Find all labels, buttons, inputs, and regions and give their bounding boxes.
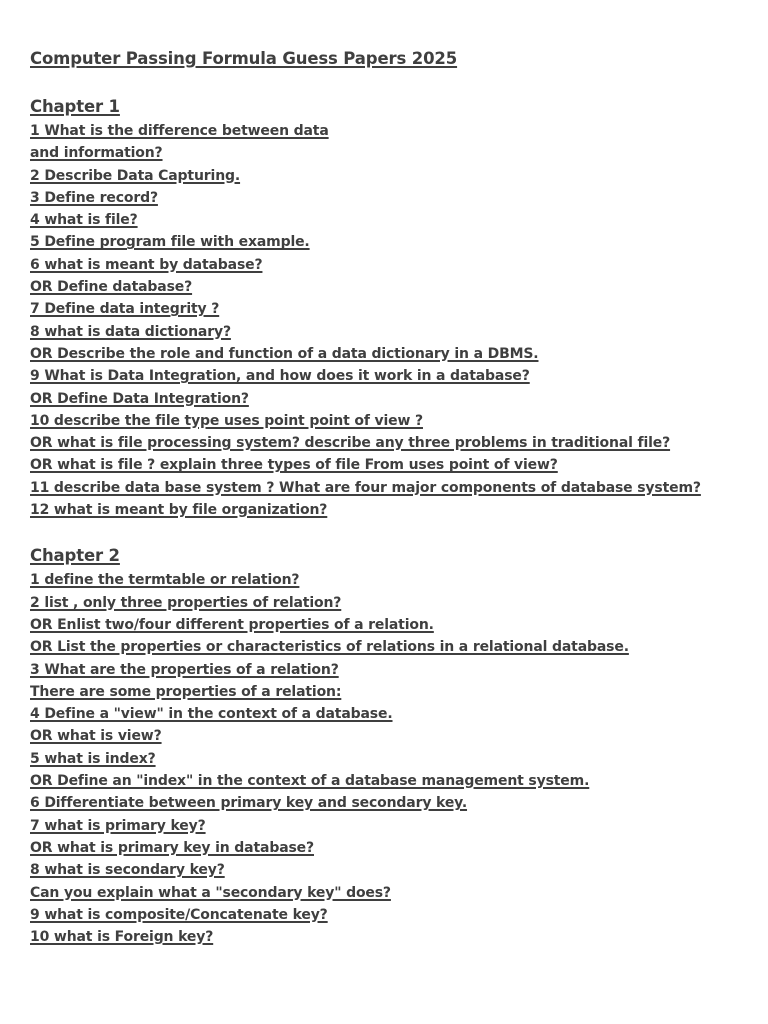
chapter-2-line: There are some properties of a relation: [30, 683, 342, 700]
chapter-2-line: OR List the properties or characteristics of relations in a relational database. [30, 639, 629, 656]
chapter-1-line: 1 What is the difference between data [30, 123, 329, 139]
chapter-2-line: 8 what is secondary key? [30, 862, 225, 879]
chapter-2-line: 10 what is Foreign key? [30, 929, 214, 946]
chapter-1-line: OR what is file processing system? describe any three problems in traditional file? [30, 435, 671, 452]
chapter-2-line: 5 what is index? [30, 750, 156, 767]
chapter-2-line: OR what is primary key in database? [30, 839, 314, 856]
chapter-1-line: 11 describe data base system ? What are four major components of database system? [30, 479, 701, 496]
chapter-1-line: 6 what is meant by database? [30, 256, 263, 273]
chapter-2-line: 6 Differentiate between primary key and secondary key. [30, 795, 468, 812]
chapter-1-line: OR what is file ? explain three types of file From uses point of view? [30, 457, 558, 474]
chapter-1-line: OR Define database? [30, 279, 193, 296]
chapter-1-line: OR Describe the role and function of a data dictionary in a DBMS. [30, 345, 539, 362]
chapter-2-line: 4 Define a "view" in the context of a database. [30, 706, 393, 723]
document-body [30, 48, 750, 948]
chapter-2-line: 1 define the termtable or relation? [30, 572, 300, 589]
chapter-spacer [30, 521, 750, 545]
chapter-2-section [30, 545, 750, 948]
chapter-2-line: 2 list , only three properties of relation? [30, 594, 342, 611]
chapter-1-line: 8 what is data dictionary? [30, 323, 231, 340]
chapter-1-line: 7 Define data integrity ? [30, 301, 220, 318]
chapter-1-line: 10 describe the file type uses point point of view ? [30, 412, 423, 429]
chapter-1-line: 2 Describe Data Capturing. [30, 167, 241, 184]
chapter-2-line: OR Enlist two/four different properties of a relation. [30, 616, 434, 633]
chapter-2-heading: Chapter 2 [30, 546, 120, 566]
chapter-2-line: 7 what is primary key? [30, 817, 206, 834]
chapter-1-section [30, 96, 750, 521]
chapter-1-heading: Chapter 1 [30, 97, 120, 116]
chapter-1-line: 3 Define record? [30, 189, 158, 206]
document-title: Computer Passing Formula Guess Papers 2025 [30, 49, 458, 68]
chapter-1-line: 5 Define program file with example. [30, 234, 310, 251]
chapter-2-line: OR Define an "index" in the context of a database management system. [30, 773, 590, 790]
chapter-1-line: 9 What is Data Integration, and how does it work in a database? [30, 368, 530, 385]
chapter-1-line: OR Define Data Integration? [30, 390, 249, 407]
chapter-1-line: 12 what is meant by file organization? [30, 502, 328, 519]
chapter-2-line: Can you explain what a "secondary key" does? [30, 884, 391, 901]
chapter-2-line: 3 What are the properties of a relation? [30, 661, 339, 678]
chapter-1-line: and information? [30, 145, 163, 162]
chapter-2-line: 9 what is composite/Concatenate key? [30, 906, 328, 923]
chapter-2-line: OR what is view? [30, 728, 162, 745]
chapter-1-line: 4 what is file? [30, 212, 138, 229]
